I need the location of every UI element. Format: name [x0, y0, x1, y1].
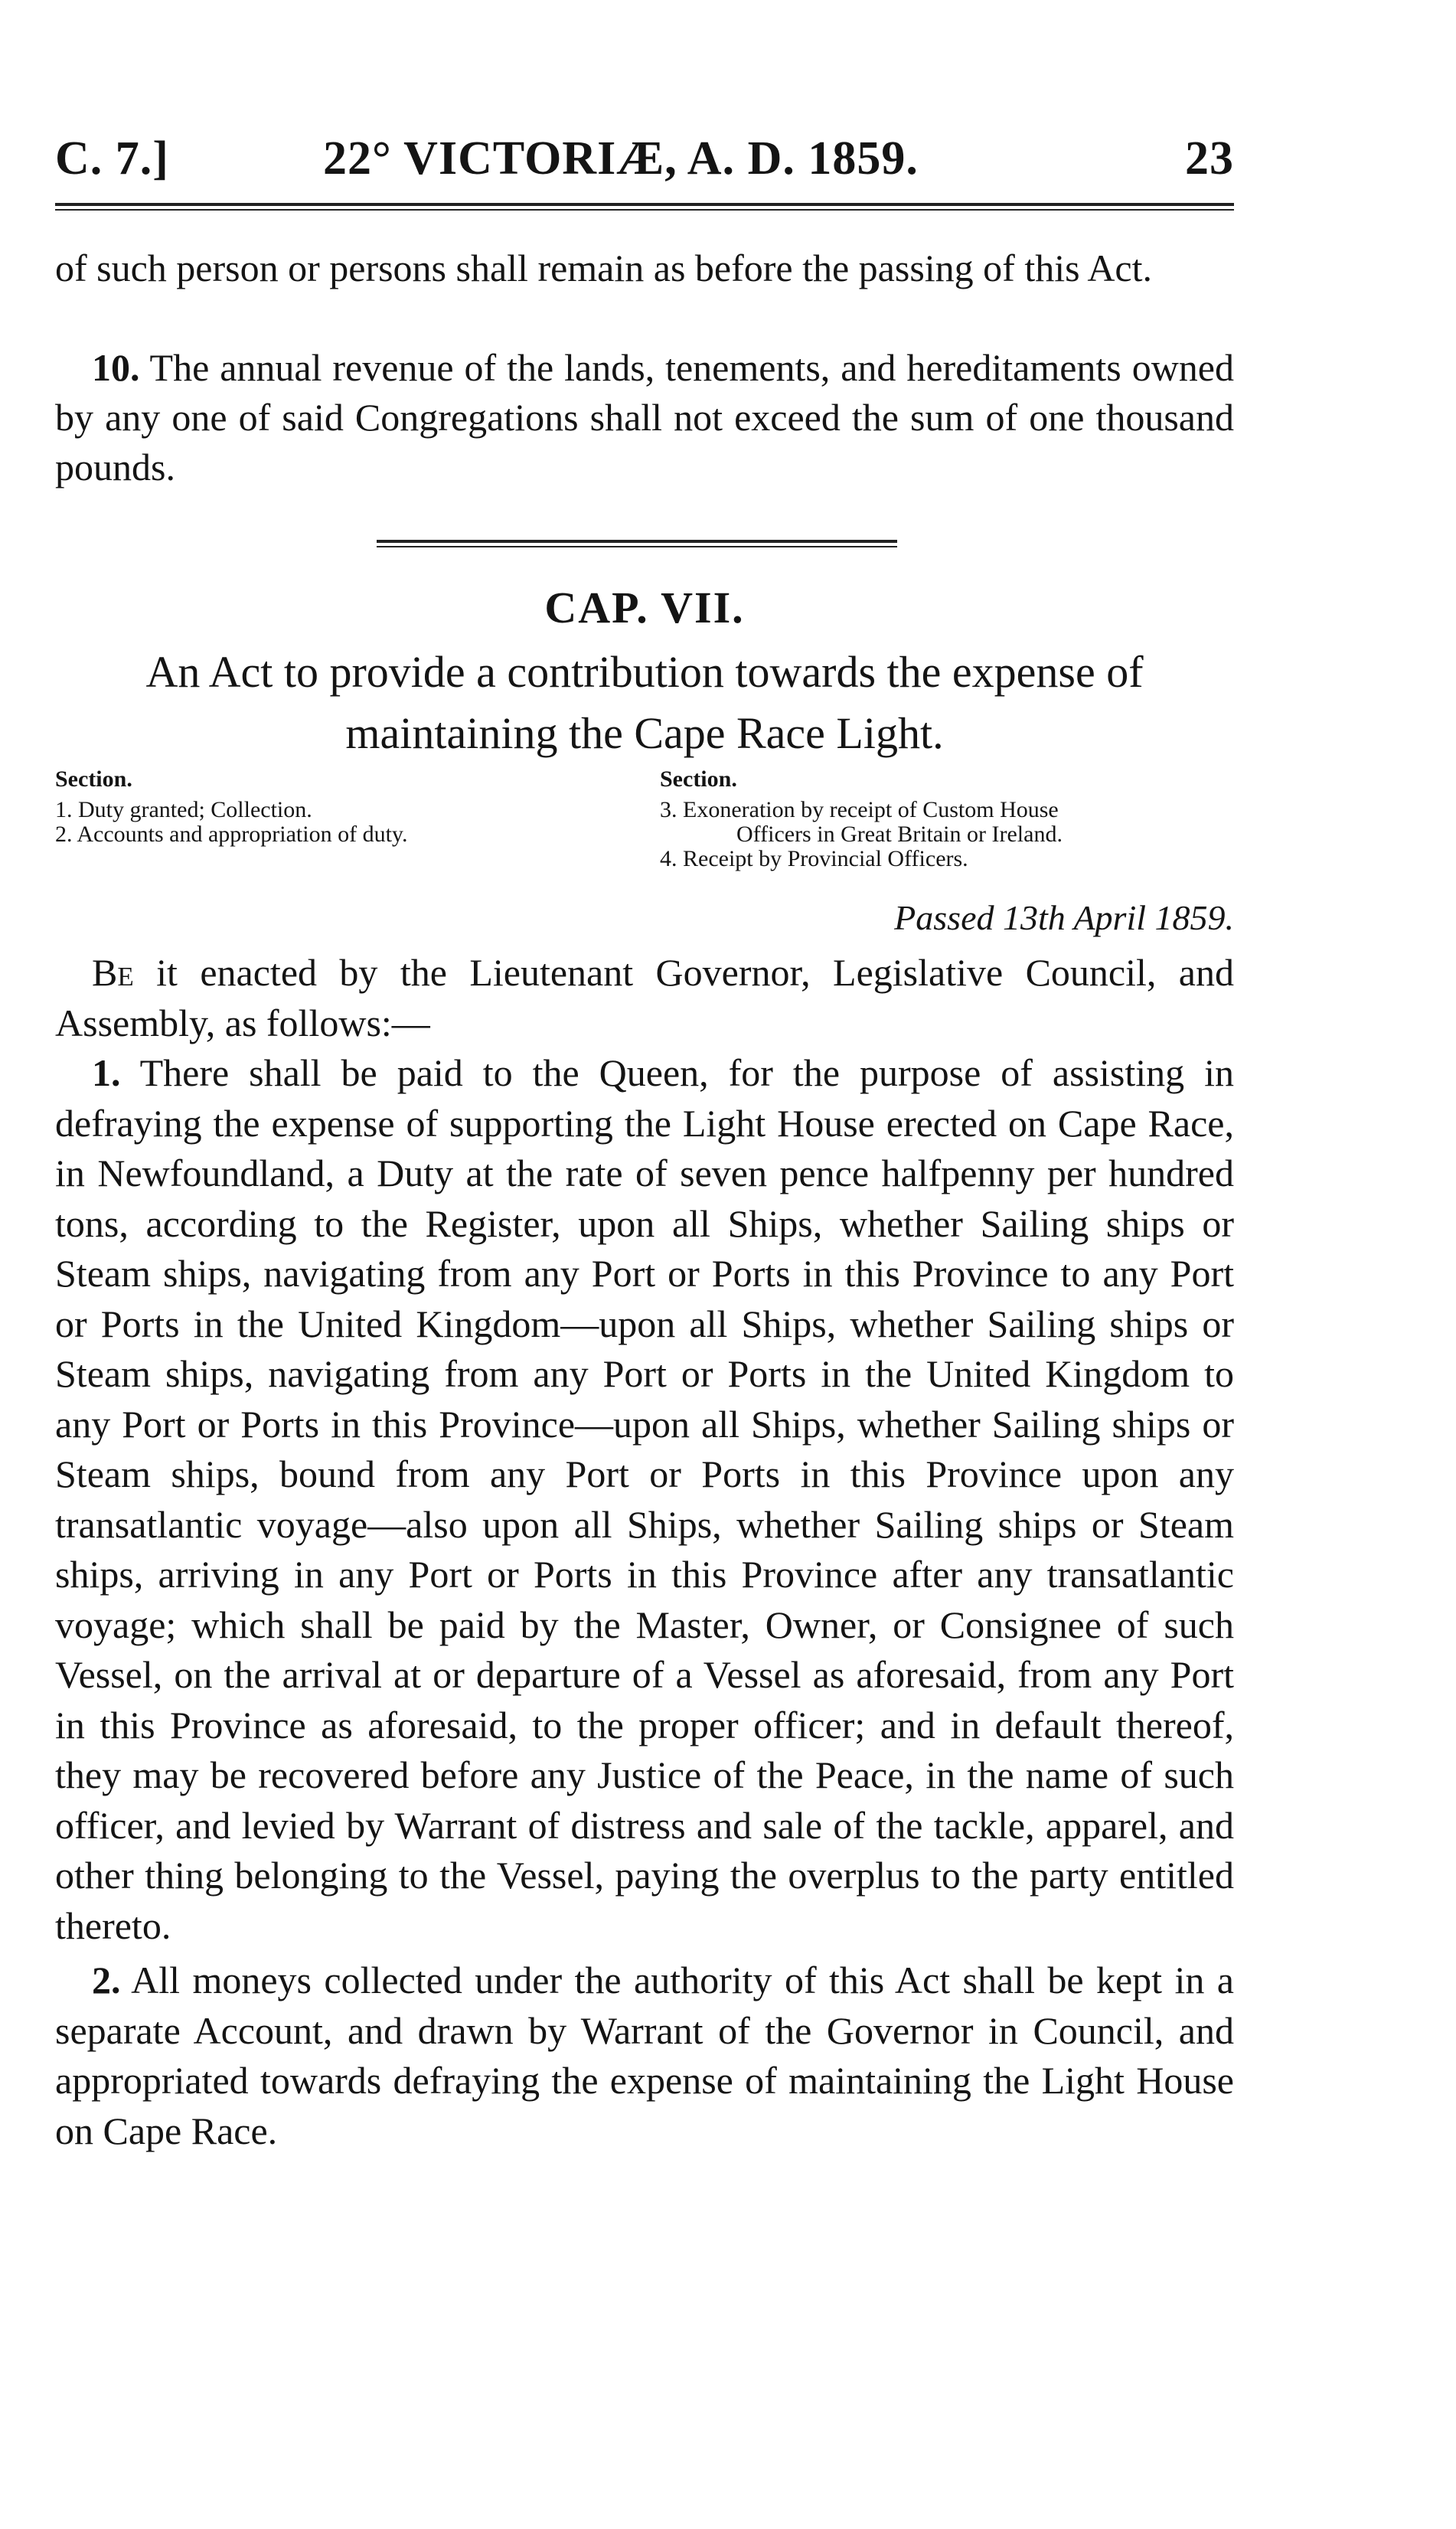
act-title-line1: An Act to provide a contribution towards the expense of [145, 647, 1144, 697]
sections-column-right [660, 767, 1234, 871]
enacting-first-word: Be [92, 951, 134, 994]
section-2-number: 2. [92, 1959, 121, 2001]
act-title [55, 642, 1234, 764]
section-1-number: 1. [92, 1051, 121, 1094]
section-2 [55, 1956, 1234, 2156]
continued-text: of such person or persons shall remain as before the passing of this Act. [55, 247, 1153, 289]
sections-column-left [55, 767, 637, 847]
section-1 [55, 1048, 1234, 1951]
section-index-item: 2. Accounts and appropriation of duty. [55, 822, 408, 847]
section-1-text: There shall be paid to the Queen, for the purpose of assisting in defraying the expense of supporting the Light House erected on Cape Race, in Newfoundland, a Duty at the rate of seven pence halfpenny per hundred tons, according to the Register, upon all Ships, whether Sailing ships or Steam ships, navigating from any Port or Ports in this Province to any Port or Ports in the United Kingdom—upon all Ships, whether Sailing ships or Steam ships, navigating from any Port or Ports in the United Kingdom to any Port or Ports in this Province—upon all Ships, whether Sailing ships or Steam ships, bound from any Port or Ports in this Province upon any transatlantic voyage—also upon all Ships, whether Sailing ships or Steam ships, arriving in any Port or Ports in this Province after any transatlantic voyage; which shall be paid by the Master, Owner, or Consignee of such Vessel, on the arrival at or departure of a Vessel as aforesaid, from any Port in this Province as aforesaid, to the proper officer; and in default thereof, they may be recovered before any Justice of the Peace, in the name of such officer, and levied by Warrant of distress and sale of the tackle, apparel, and other thing belonging to the Vessel, paying the overplus to the party entitled thereto. [55, 1051, 1234, 1947]
chapter-separator-rule [377, 540, 897, 547]
act-body [55, 948, 1234, 2156]
section-index-item: 1. Duty granted; Collection. [55, 797, 312, 822]
enacting-text: it enacted by the Lieutenant Governor, Legislative Council, and Assembly, as follows:— [55, 951, 1235, 1044]
section-10-text: The annual revenue of the lands, tenements, and hereditaments owned by any one of said Congregations shall not exceed the sum of one thousand pounds. [55, 346, 1234, 488]
sections-heading-left: Section. [55, 766, 132, 792]
section-index-item-3-line2: Officers in Great Britain or Ireland. [736, 822, 1063, 847]
section-index-item: 4. Receipt by Provincial Officers. [660, 846, 968, 871]
section-10-number: 10. [92, 346, 140, 389]
page-number: 23 [1185, 132, 1234, 185]
section-10 [55, 343, 1234, 492]
sections-index [55, 767, 1234, 905]
section-index-item-3-line1: 3. Exoneration by receipt of Custom House [660, 797, 1059, 822]
header-rule [55, 203, 1234, 211]
section-index-item [660, 798, 1234, 847]
passed-date: Passed 13th April 1859. [894, 898, 1234, 937]
running-header [55, 132, 1234, 193]
enacting-clause [55, 948, 1234, 1048]
sections-heading-right: Section. [660, 766, 737, 792]
header-title: 22° VICTORIÆ, A. D. 1859. [323, 132, 919, 185]
section-2-text: All moneys collected under the authority of this Act shall be kept in a separate Account, and drawn by Warrant of the Governor in Council, and appropriated towards defraying the expense of maintaining the Light House on Cape Race. [55, 1959, 1234, 2152]
chapter-heading: CAP. VII. [544, 583, 745, 632]
act-title-line2: maintaining the Cape Race Light. [345, 708, 944, 758]
chapter-ref: C. 7.] [55, 132, 169, 185]
